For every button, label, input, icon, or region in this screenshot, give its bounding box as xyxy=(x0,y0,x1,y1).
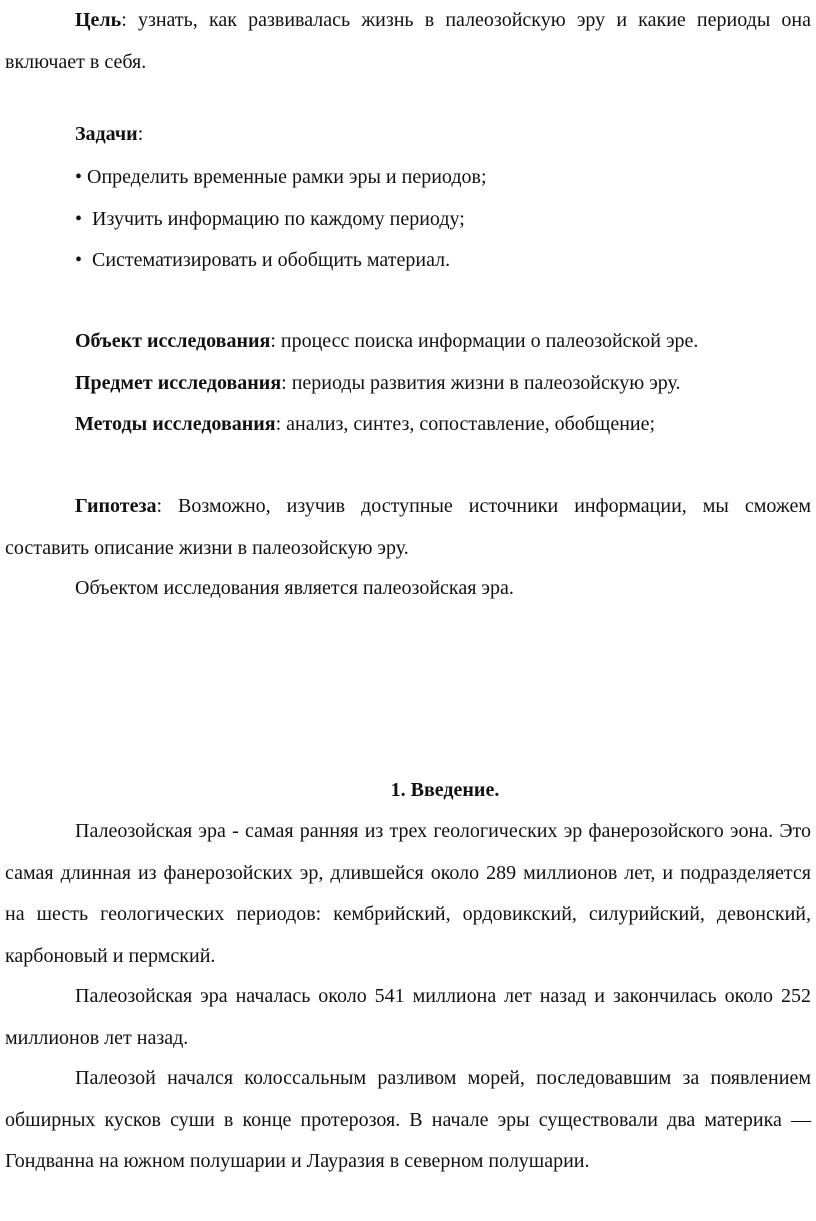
subject-text: : периоды развития жизни в палеозойскую эру. xyxy=(281,372,681,394)
object-label: Объект исследования xyxy=(75,330,271,352)
goal-paragraph xyxy=(5,0,811,83)
bullet-icon: • xyxy=(75,249,83,271)
task-item xyxy=(75,199,465,241)
tasks-heading xyxy=(75,114,143,156)
task-item-text: Определить временные рамки эры и периодов; xyxy=(87,166,487,188)
object-statement: Объектом исследования является палеозойская эра. xyxy=(75,577,514,599)
task-item xyxy=(75,157,487,199)
hypothesis-text: : Возможно, изучив доступные источники информации, мы сможем составить описание жизни в палеозойскую эру. xyxy=(5,495,811,559)
introduction-heading: 1. Введение. xyxy=(390,779,500,801)
task-item-text: Систематизировать и обобщить материал. xyxy=(92,249,451,271)
object-line xyxy=(75,321,698,363)
task-item-text: Изучить информацию по каждому периоду; xyxy=(92,208,465,230)
task-item xyxy=(75,240,450,282)
tasks-label: Задачи xyxy=(75,123,138,145)
hypothesis-label: Гипотеза xyxy=(75,495,157,517)
tasks-colon: : xyxy=(137,123,144,145)
object-text: : процесс поиска информации о палеозойской эре. xyxy=(270,330,699,352)
methods-label: Методы исследования xyxy=(75,413,276,435)
hypothesis-paragraph xyxy=(5,486,811,569)
intro-paragraph: Палеозойская эра - самая ранняя из трех геологических эр фанерозойского эона. Это самая длинная из фанерозойских эр, длившейся около 289 миллионов лет, и подразделяется на шесть геологических периодов: кембрийский, ордовикский, силурийский, девонский, карбоновый и пермский. xyxy=(5,820,811,967)
intro-paragraph: Палеозой начался колоссальным разливом морей, последовавшим за появлением обширных кусков суши в конце протерозоя. В начале эры существовали два материка — Гондванна на южном полушарии и Лауразия в северном полушарии. xyxy=(5,1067,811,1172)
subject-label: Предмет исследования xyxy=(75,372,282,394)
methods-line xyxy=(75,404,655,446)
subject-line xyxy=(75,363,681,405)
intro-paragraph: Палеозойская эра началась около 541 миллиона лет назад и закончилась около 252 миллионов лет назад. xyxy=(5,985,811,1049)
goal-text: : узнать, как развивалась жизнь в палеозойскую эру и какие периоды она включает в себя. xyxy=(5,9,811,73)
bullet-icon: • xyxy=(75,208,83,230)
bullet-icon: • xyxy=(75,166,83,188)
methods-text: : анализ, синтез, сопоставление, обобщение; xyxy=(275,413,656,435)
goal-label: Цель xyxy=(75,9,122,31)
